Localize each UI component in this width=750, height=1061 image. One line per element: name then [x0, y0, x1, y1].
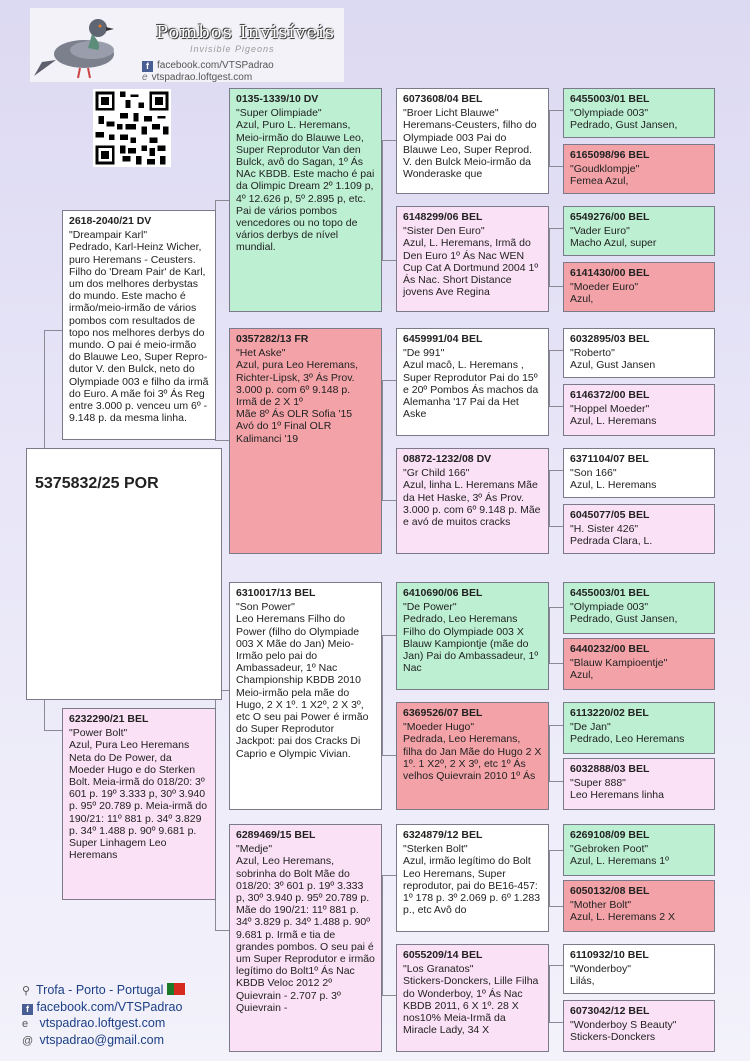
subject-box	[26, 448, 222, 700]
gen4-ring-id: 6073042/12 BEL	[570, 1005, 650, 1017]
connector-line	[382, 635, 383, 755]
sire-sire-description: "Super Olimpiade" Azul, Puro L. Heremans, Meio-irmão do Blauwe Leo, Super Reprodutor Van den Bulck, avô do Sagan, 1º Ás NAc KBDB. Este macho é pai da Olimpic Dream 2º 1.109 p, 4º 12.626 p, 5º 2.895 p, etc. Pai de vários pombos vencedores ou no topo de vários derbys de nível mundial.	[236, 107, 375, 254]
gen4-ring-id: 6269108/09 BEL	[570, 829, 650, 841]
dam-box	[62, 708, 216, 900]
connector-line	[549, 350, 563, 351]
dam-description: "Power Bolt" Azul, Pura Leo Heremans Neta do De Power, da Moeder Hugo e do Sterken Bolt. Meia-irmã do 018/20: 3º 601 p. 19º 3.333 p, 30º 3.940 p. 95º 20.789 p. Meia-irmã do 190/21: 11º 881 p. 34º 3.829 p. 34º 1.488 p. 90º 9.681 p. Super Linhagem Leo Heremans	[69, 727, 208, 862]
gen4-box-12	[563, 758, 715, 810]
ssd-ring-id: 6148299/06 BEL	[403, 211, 483, 223]
sdd-description: "Gr Child 166" Azul, linha L. Heremans Mãe da Het Haske, 3º Ás Prov. 3.000 p. com 6º 9.148 p. Mãe e avó de muitos cracks	[403, 467, 541, 529]
gen4-box-3	[563, 206, 715, 256]
dam-sire-description: "Son Power" Leo Heremans Filho do Power (filho do Olympiade 003 X Mãe do Jan) Meio-Irmão pelo pai do Ambassadeur, 1º Nac Championship KBDB 2010 Meio-irmão pela mãe do Hugo, 2 X 1º. 1 X2º, 2 X 3º, etc O seu pai Power é irmão do Super Reprodutor Jackpot: pai dos Cracks Di Caprio e Olympic Vivian.	[236, 601, 369, 760]
ddd-box	[396, 944, 549, 1052]
connector-line	[382, 380, 396, 381]
sds-ring-id: 6459991/04 BEL	[403, 333, 483, 345]
gen4-description: "Wonderboy" Lilás,	[570, 963, 631, 988]
dss-box	[396, 582, 549, 690]
gen4-description: "Goudklompje" Femea Azul,	[570, 163, 640, 188]
sds-box	[396, 328, 549, 436]
dss-ring-id: 6410690/06 BEL	[403, 587, 483, 599]
logo-subtitle: Invisible Pigeons	[190, 44, 275, 54]
sire-description: "Dreampair Karl" Pedrado, Karl-Heinz Wicher, puro Heremans - Ceusters. Filho do 'Dream Pair' de Karl, um dos melhores derbystas do mundo. Este macho é irmão/meio-irmão de vários pombos com resultados de topo nos melhores derbys do mundo. O pai é meio-irmão do Blauwe Leo, Super Repro-dutor V. den Bulck, neto do Olympiade 003 e filho da irmã do Euro. A mãe foi 3º Ás Reg entre 3.000 p. venceu um 6º - 9.148 p. da mesma linha.	[69, 229, 209, 425]
header-social	[142, 60, 344, 83]
footer-contacts	[22, 982, 185, 1049]
header-facebook-link[interactable]: facebook.com/VTSPadrao	[157, 60, 274, 71]
web-icon: e	[142, 72, 148, 83]
footer-email-link[interactable]: vtspadrao@gmail.com	[39, 1033, 165, 1047]
gen4-description: "Gebroken Poot" Azul, L. Heremans 1º	[570, 843, 669, 868]
location-pin-icon: ⚲	[22, 985, 31, 997]
gen4-box-11	[563, 702, 715, 754]
gen4-description: "H. Sister 426" Pedrada Clara, L.	[570, 523, 653, 548]
gen4-ring-id: 6455003/01 BEL	[570, 587, 650, 599]
connector-line	[549, 607, 550, 663]
connector-line	[382, 140, 396, 141]
gen4-description: "Olympiade 003" Pedrado, Gust Jansen,	[570, 601, 678, 626]
dsd-description: "Moeder Hugo" Pedrada, Leo Heremans, filha do Jan Mãe do Hugo 2 X 1º. 1 X2º, 2 X 3º, etc 1º Ás velhos Quievrain 2010 1º Ás	[403, 721, 542, 783]
gen4-box-10	[563, 638, 715, 690]
gen4-ring-id: 6141430/00 BEL	[570, 267, 650, 279]
sdd-ring-id: 08872-1232/08 DV	[403, 453, 492, 465]
dss-description: "De Power" Pedrado, Leo Heremans Filho do Olympiade 003 X Blauw Kampiontje (mãe do Jan) Pai do Ambassadeur, 1º Nac	[403, 601, 539, 675]
connector-line	[549, 663, 563, 664]
gen4-box-4	[563, 262, 715, 312]
dds-ring-id: 6324879/12 BEL	[403, 829, 483, 841]
connector-line	[382, 875, 396, 876]
facebook-icon: f	[142, 61, 153, 72]
pigeon-logo-icon	[32, 10, 132, 82]
sss-ring-id: 6073608/04 BEL	[403, 93, 483, 105]
connector-line	[382, 140, 383, 260]
gen4-box-5	[563, 328, 715, 378]
dds-description: "Sterken Bolt" Azul, irmão legítimo do Bolt Leo Heremans, Super reprodutor, pai do BE16-457: 1º 178 p. 3º 2.069 p. 6º 1.283 p., etc Avô do	[403, 843, 541, 917]
connector-line	[215, 200, 229, 201]
connector-line	[549, 470, 550, 526]
connector-line	[549, 166, 563, 167]
gen4-description: "De Jan" Pedrado, Leo Heremans	[570, 721, 685, 746]
connector-line	[549, 965, 563, 966]
dsd-ring-id: 6369526/07 BEL	[403, 707, 483, 719]
gen4-ring-id: 6165098/96 BEL	[570, 149, 650, 161]
gen4-ring-id: 6032888/03 BEL	[570, 763, 650, 775]
connector-line	[549, 110, 550, 166]
gen4-box-14	[563, 880, 715, 932]
gen4-box-7	[563, 448, 715, 498]
sss-box	[396, 88, 549, 194]
facebook-icon: f	[22, 1004, 33, 1015]
qr-code-icon	[93, 89, 171, 167]
connector-line	[382, 500, 396, 501]
connector-line	[215, 440, 229, 441]
dds-box	[396, 824, 549, 932]
header-website-link[interactable]: vtspadrao.loftgest.com	[151, 72, 253, 83]
sire-dam-ring-id: 0357282/13 FR	[236, 333, 309, 345]
connector-line	[549, 406, 563, 407]
gen4-description: "Roberto" Azul, Gust Jansen	[570, 347, 656, 372]
gen4-ring-id: 6032895/03 BEL	[570, 333, 650, 345]
dam-dam-description: "Medje" Azul, Leo Heremans, sobrinha do Bolt Mãe do 018/20: 3º 601 p. 19º 3.333 p, 30º 3.940 p. 95º 20.789 p. Mãe do 190/21: 11º 881 p. 34º 3.829 p. 34º 1.488 p. 90º 9.681 p. Irmã e tia de grandes pombos. O seu pai é um Super Reprodutor e irmão legítimo do Bolt1º Ás Nac KBDB Veloc 2012 2º Quievrain - 2.707 p. 3º Quievrain -	[236, 843, 375, 1014]
sire-ring-id: 2618-2040/21 DV	[69, 215, 152, 227]
subject-ring-id: 5375832/25 POR	[35, 475, 159, 492]
sire-box	[62, 210, 216, 440]
gen4-description: "Wonderboy S Beauty" Stickers-Donckers	[570, 1019, 677, 1044]
connector-line	[549, 725, 563, 726]
gen4-box-13	[563, 824, 715, 876]
sdd-box	[396, 448, 549, 554]
gen4-description: "Blauw Kampioentje" Azul,	[570, 657, 668, 682]
dam-sire-ring-id: 6310017/13 BEL	[236, 587, 316, 599]
dam-ring-id: 6232290/21 BEL	[69, 713, 149, 725]
ddd-description: "Los Granatos" Stickers-Donckers, Lille Filha do Wonderboy, 1º Ás Nac KBDB 2011, 6 X 1º. 28 X nos10% Meia-Irmã da Miracle Lady, 34 X	[403, 963, 539, 1037]
dsd-box	[396, 702, 549, 810]
gen4-description: "Mother Bolt" Azul, L. Heremans 2 X	[570, 899, 676, 924]
connector-line	[549, 228, 550, 286]
email-icon: @	[22, 1035, 34, 1047]
footer-website-link[interactable]: vtspadrao.loftgest.com	[39, 1016, 166, 1030]
connector-line	[382, 755, 396, 756]
sire-dam-description: "Het Aske" Azul, pura Leo Heremans, Richter-Lipsk, 3º Ás Prov. 3.000 p. com 6º 9.148 p. Irmã de 2 X 1º Mãe 8º Ás OLR Sofia '15 Avó do 1º Final OLR Kalimanci '19	[236, 347, 358, 445]
dam-sire-box	[229, 582, 382, 810]
gen4-box-1	[563, 88, 715, 138]
gen4-box-16	[563, 1000, 715, 1052]
gen4-ring-id: 6440232/00 BEL	[570, 643, 650, 655]
gen4-ring-id: 6371104/07 BEL	[570, 453, 649, 465]
gen4-box-2	[563, 144, 715, 194]
sire-dam-box	[229, 328, 382, 554]
connector-line	[549, 906, 563, 907]
gen4-ring-id: 6110932/10 BEL	[570, 949, 649, 961]
ddd-ring-id: 6055209/14 BEL	[403, 949, 483, 961]
connector-line	[549, 850, 550, 906]
gen4-ring-id: 6455003/01 BEL	[570, 93, 650, 105]
sire-sire-box	[229, 88, 382, 312]
connector-line	[549, 1022, 563, 1023]
footer-location: Trofa - Porto - Portugal	[36, 983, 164, 997]
connector-line	[549, 470, 563, 471]
gen4-ring-id: 6146372/00 BEL	[570, 389, 650, 401]
connector-line	[382, 260, 396, 261]
gen4-ring-id: 6549276/00 BEL	[570, 211, 650, 223]
footer-facebook-link[interactable]: facebook.com/VTSPadrao	[36, 1000, 183, 1014]
connector-line	[549, 607, 563, 608]
connector-line	[382, 635, 396, 636]
dam-dam-ring-id: 6289469/15 BEL	[236, 829, 316, 841]
gen4-ring-id: 6045077/05 BEL	[570, 509, 650, 521]
connector-line	[382, 995, 396, 996]
gen4-description: "Olympiade 003" Pedrado, Gust Jansen,	[570, 107, 678, 132]
gen4-box-6	[563, 384, 715, 436]
connector-line	[549, 286, 563, 287]
ssd-box	[396, 206, 549, 312]
connector-line	[382, 380, 383, 500]
gen4-description: "Hoppel Moeder" Azul, L. Heremans	[570, 403, 657, 428]
gen4-box-9	[563, 582, 715, 634]
connector-line	[549, 725, 550, 781]
gen4-description: "Son 166" Azul, L. Heremans	[570, 467, 657, 492]
gen4-box-15	[563, 944, 715, 994]
gen4-box-8	[563, 504, 715, 554]
web-icon: e	[22, 1018, 29, 1030]
connector-line	[382, 875, 383, 995]
gen4-ring-id: 6113220/02 BEL	[570, 707, 649, 719]
header-banner	[30, 8, 344, 82]
connector-line	[549, 350, 550, 406]
dam-dam-box	[229, 824, 382, 1052]
connector-line	[549, 110, 563, 111]
connector-line	[549, 965, 550, 1022]
gen4-description: "Vader Euro" Macho Azul, super	[570, 225, 657, 250]
sire-sire-ring-id: 0135-1339/10 DV	[236, 93, 319, 105]
gen4-ring-id: 6050132/08 BEL	[570, 885, 650, 897]
gen4-description: "Super 888" Leo Heremans linha	[570, 777, 664, 802]
ssd-description: "Sister Den Euro" Azul, L. Heremans, Irmã do Den Euro 1º Ás Nac WEN Cup Cat A Dortmund 2004 1º Ás Nac. Short Distance jovens Ave Regina	[403, 225, 539, 299]
portugal-flag-icon	[167, 983, 185, 995]
connector-line	[215, 930, 229, 931]
sds-description: "De 991" Azul macô, L. Heremans , Super Reprodutor Pai do 15º e 20º Pombos Ás machos da Alemanha '17 Pai da Het Aske	[403, 347, 539, 421]
connector-line	[549, 228, 563, 229]
connector-line	[549, 526, 563, 527]
gen4-description: "Moeder Euro" Azul,	[570, 281, 639, 306]
connector-line	[44, 330, 62, 331]
connector-line	[44, 730, 62, 731]
logo-title: Pombos Invisíveis	[156, 22, 336, 43]
connector-line	[549, 781, 563, 782]
sss-description: "Broer Licht Blauwe" Heremans-Ceusters, filho do Olympiade 003 Pai do Blauwe Leo, Super Reprod. V. den Bulck Meio-irmão da Wonderaske que	[403, 107, 537, 181]
connector-line	[549, 850, 563, 851]
